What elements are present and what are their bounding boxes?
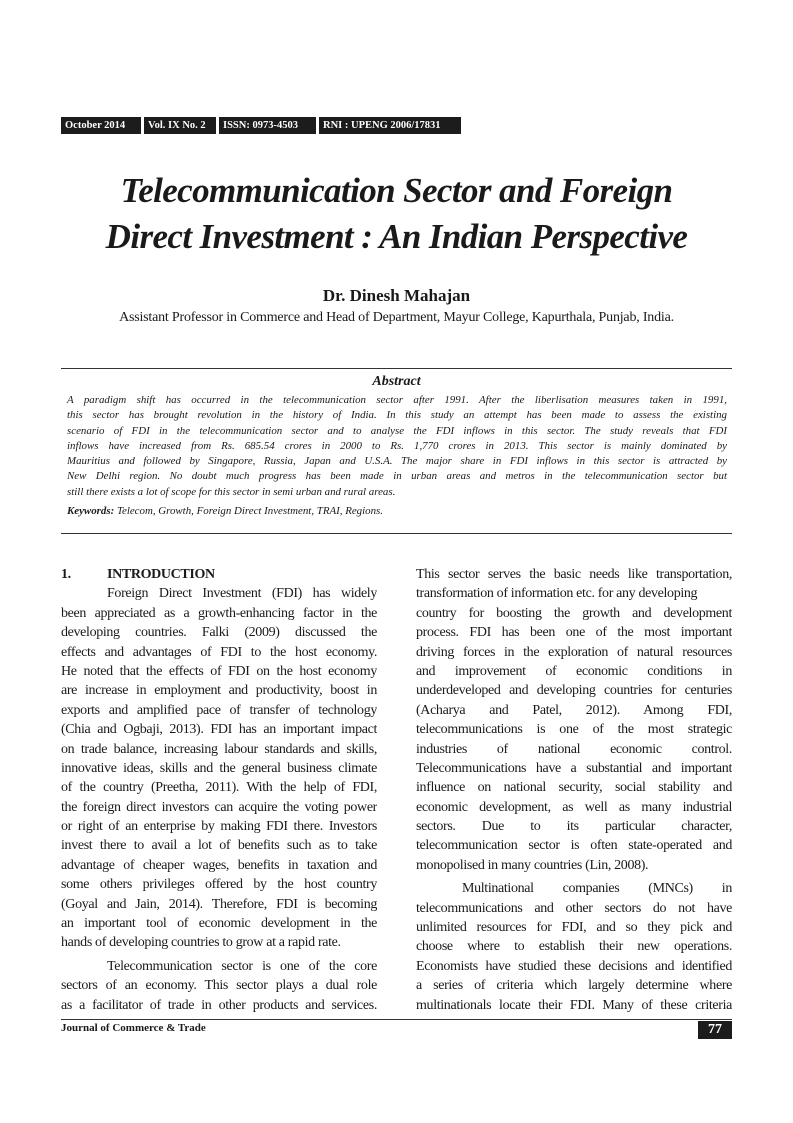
journal-header-strip (61, 117, 461, 134)
body-line: telecommunication sector is often state-operated and (416, 838, 732, 854)
body-line: Telecommunications have a substantial and important (416, 760, 732, 776)
body-line: innovative ideas, skills and the general business climate (61, 760, 377, 776)
abstract-body (67, 393, 727, 500)
body-line: industries of national economic control. (416, 741, 732, 757)
abstract-top-rule (61, 368, 732, 369)
abstract-bottom-rule (61, 533, 732, 534)
author-name: Dr. Dinesh Mahajan (322, 286, 471, 305)
body-line: on trade balance, increasing labour standards and skills, (61, 741, 377, 757)
abstract-heading: Abstract (372, 374, 421, 389)
body-line: invest there to avail a lot of benefits such as to take (61, 838, 377, 854)
body-line: effects and advantages of FDI to the host economy. (61, 644, 377, 660)
body-line: Telecommunication sector is one of the core (107, 958, 377, 974)
volume-number: Vol. IX No. 2 (144, 117, 216, 134)
right-column (416, 565, 732, 1015)
abstract-line: this sector has brought revolution in the history of India. In this study an attempt has been made to assess the existing (67, 409, 727, 422)
abstract-line: inflows have increased from Rs. 685.54 crores in 2000 to Rs. 1,770 crores in 2013. This sector is mainly dominated by (67, 439, 727, 452)
keywords-label: Keywords: (67, 505, 115, 517)
body-line: a series of criteria which largely determine where (416, 978, 732, 994)
title-line-1: Telecommunication Sector and Foreign (120, 171, 673, 210)
left-column (61, 565, 377, 1015)
abstract-line: still there exists a lot of scope for this sector in semi urban and rural areas. (67, 485, 396, 498)
body-line: He noted that the effects of FDI on the host economy (61, 663, 377, 679)
body-line: are increase in employment and productivity, boost in (61, 683, 377, 699)
body-line: driving forces in the exploration of natural resources (416, 644, 732, 660)
body-line: monopolised in many countries (Lin, 2008). (416, 857, 649, 873)
body-line: process. FDI has been one of the most important (416, 625, 732, 641)
page-number: 77 (698, 1021, 732, 1039)
body-line: multinationals locate their FDI. Many of these criteria (416, 997, 732, 1013)
body-line: Multinational companies (MNCs) in (462, 881, 732, 897)
body-line: Economists have studied these decisions and identified (416, 958, 732, 974)
body-line: an important tool of economic development in the (61, 916, 377, 932)
paper-title (40, 168, 753, 260)
body-line: transformation of information etc. for any developing (416, 586, 698, 602)
abstract-line: Mauritius and followed by Singapore, Russia, Japan and U.S.A. The major share in FDI inflows in this sector is attracted by (67, 455, 727, 468)
section-title: INTRODUCTION (107, 567, 215, 582)
body-line: Foreign Direct Investment (FDI) has widely (107, 586, 377, 602)
footer-rule (61, 1019, 732, 1020)
body-line: hands of developing countries to grow at a rapid rate. (61, 935, 341, 951)
keywords-text: Telecom, Growth, Foreign Direct Investment, TRAI, Regions. (116, 505, 384, 517)
abstract-line: A paradigm shift has occurred in the telecommunication sector after 1991. After the liberlisation measures taken in 1991, (67, 394, 727, 406)
abstract-line: New Delhi region. No doubt much progress has been made in urban areas and metros in the telecommunication sector but (67, 470, 727, 483)
body-line: underdeveloped and developing countries for centuries (416, 683, 732, 699)
body-line: developing countries. Falki (2009) discussed the (61, 625, 377, 641)
body-line: economic development, as well as many industrial (416, 799, 732, 815)
body-line: of the country (Preetha, 2011). With the help of FDI, (61, 780, 377, 796)
body-line: (Chia and Ogbaji, 2013). FDI has an important impact (61, 722, 377, 738)
issn-number: ISSN: 0973-4503 (219, 117, 316, 134)
issue-date: October 2014 (61, 117, 141, 134)
body-line: sectors of an economy. This sector plays a dual role (61, 978, 377, 994)
body-line: country for boosting the growth and development (416, 605, 732, 621)
journal-name: Journal of Commerce & Trade (61, 1022, 206, 1034)
section-heading (61, 565, 377, 584)
body-line: influence on national security, social stability and (416, 780, 732, 796)
body-line: unlimited resources for FDI, and so they pick and (416, 920, 732, 936)
section-number: 1. (61, 567, 71, 582)
body-line: the foreign direct investors can acquire the voting power (61, 799, 377, 815)
body-line: telecommunications and other sectors do not have (416, 900, 732, 916)
abstract-line: scenario of FDI in the telecommunication sector and to analyse the FDI inflows in this sector. The study reveals that FDI (67, 424, 727, 437)
author-affiliation: Assistant Professor in Commerce and Head of Department, Mayur College, Kapurthala, Punjab, India. (119, 310, 674, 325)
body-line: This sector serves the basic needs like transportation, (416, 567, 732, 582)
body-line: or right of an enterprise by making FDI there. Investors (61, 819, 377, 835)
body-line: choose where to establish their new operations. (416, 939, 732, 955)
body-line: been appreciated as a growth-enhancing factor in the (61, 605, 377, 621)
body-line: and improvement of economic conditions in (416, 663, 732, 679)
body-line: (Goyal and Jain, 2014). Therefore, FDI is becoming (61, 896, 377, 912)
rni-number: RNI : UPENG 2006/17831 (319, 117, 461, 134)
body-line: as a facilitator of trade in other products and services. (61, 997, 377, 1013)
body-line: sectors. Due to its particular character, (416, 819, 732, 835)
body-line: (Acharya and Patel, 2012). Among FDI, (416, 702, 732, 718)
body-line: exports and amplified pace of transfer of technology (61, 702, 377, 718)
keywords (67, 505, 383, 517)
body-line: some others privileges offered by the host country (61, 877, 377, 893)
title-line-2: Direct Investment : An Indian Perspective (105, 217, 688, 256)
body-line: telecommunications is one of the most strategic (416, 722, 732, 738)
body-line: advantage of cheaper wages, benefits in taxation and (61, 857, 377, 873)
